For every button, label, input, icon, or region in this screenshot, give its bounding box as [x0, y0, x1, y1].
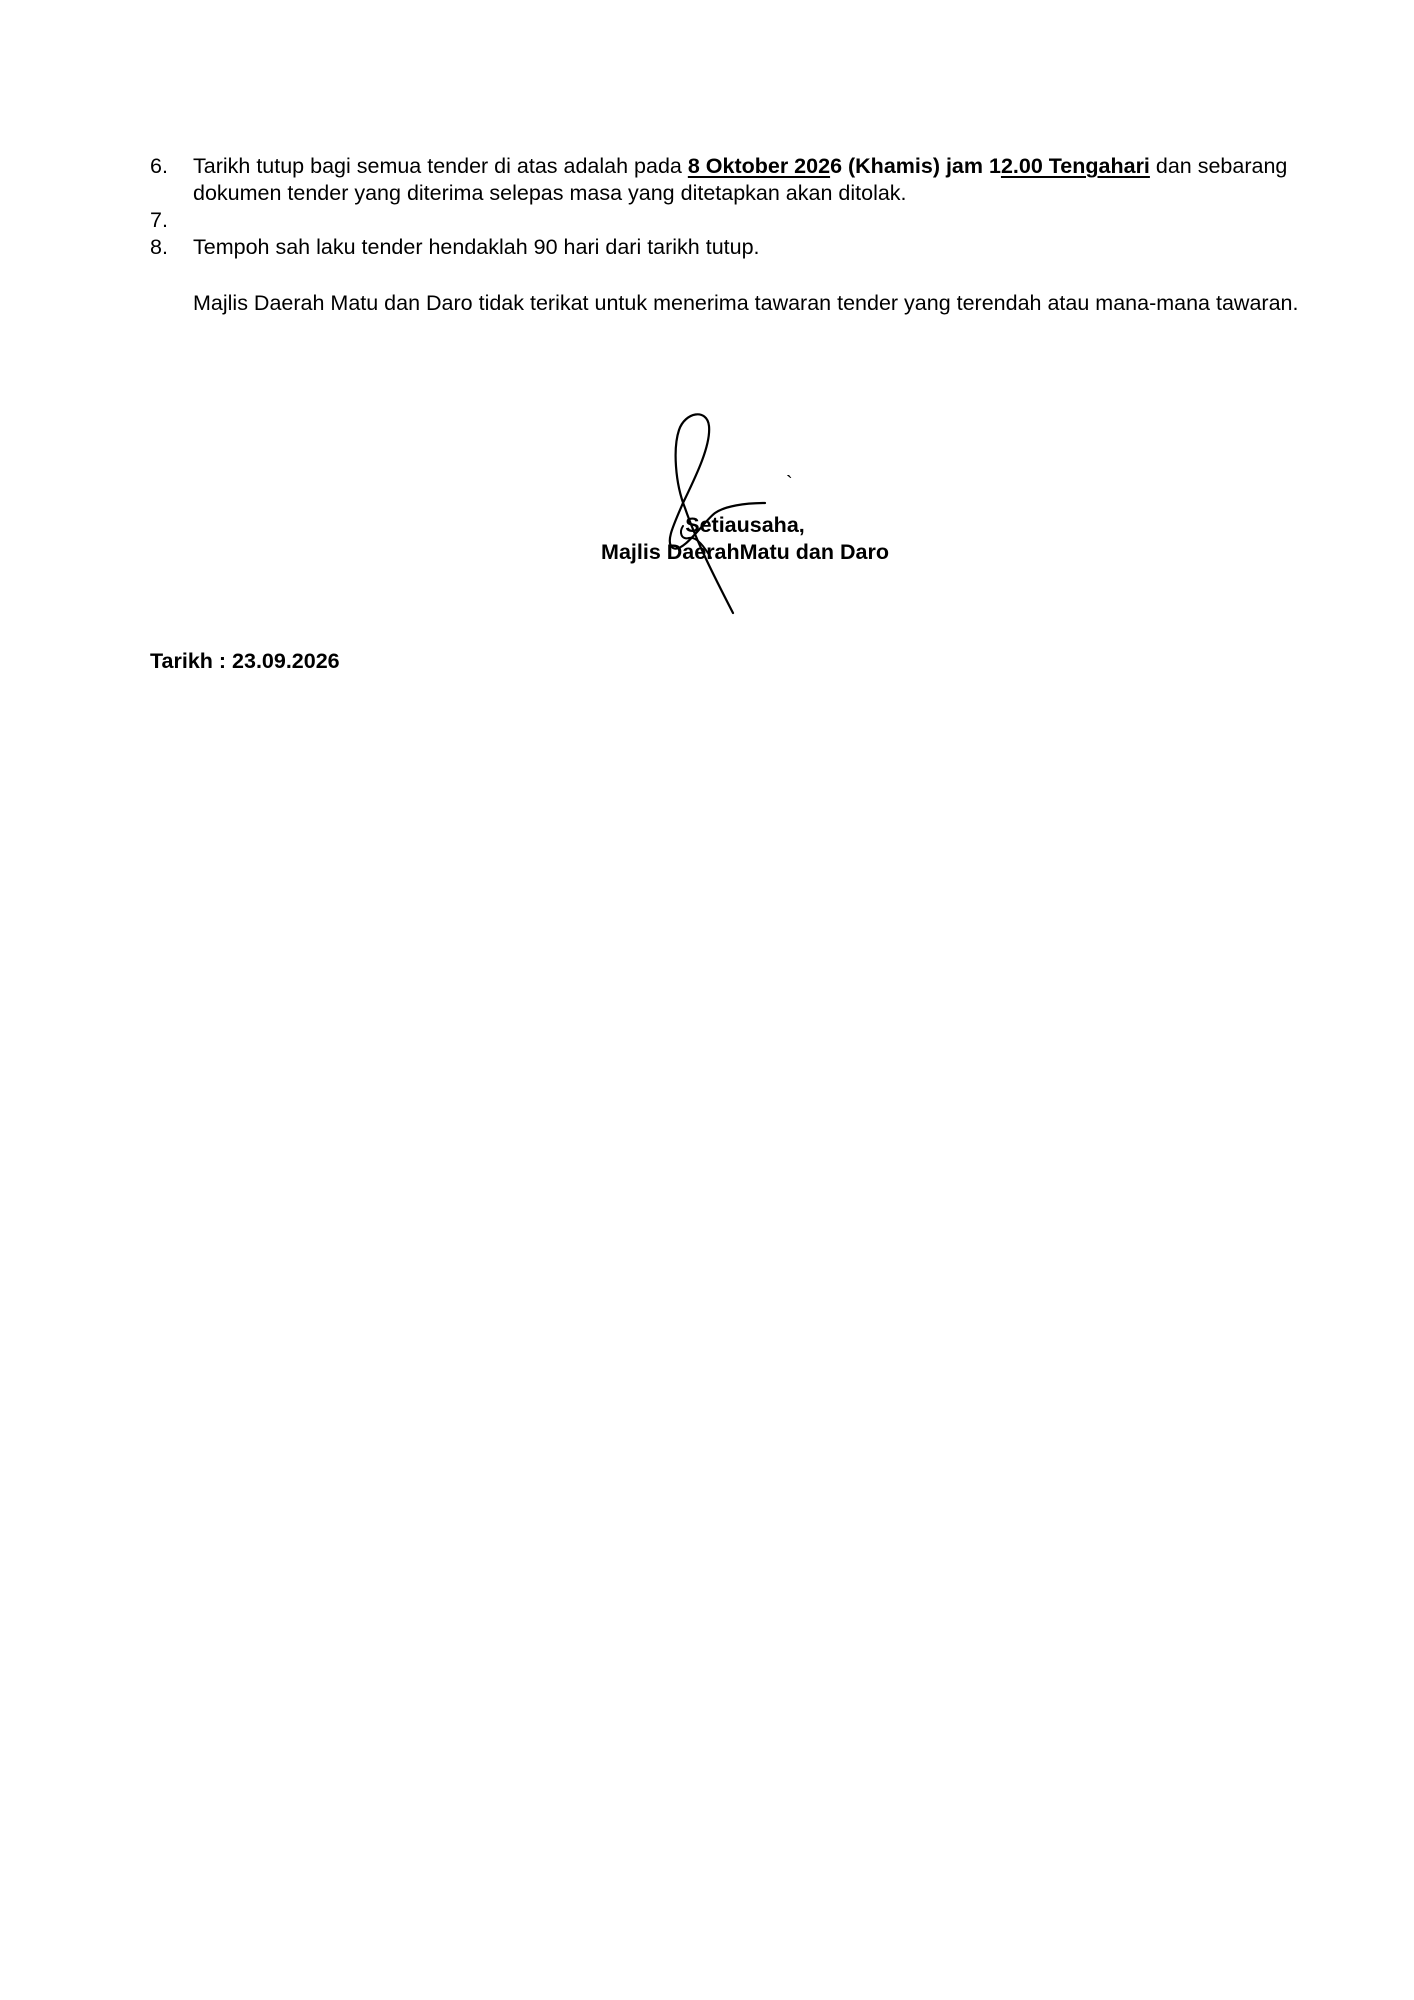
closing-date: 8 Oktober 202 [687, 154, 831, 178]
list-text [193, 153, 1330, 207]
list-number: 8. [150, 235, 168, 259]
list-item-7 [150, 207, 1330, 234]
list-number: 6. [150, 154, 168, 178]
list-number: 7. [150, 208, 168, 232]
closing-day-time: 6 (Khamis) jam 1 [830, 154, 1001, 178]
closing-date-text-end: dan sebarang dokumen tender yang diterima selepas masa yang ditetapkan akan ditolak. [193, 154, 1288, 205]
signatory-organization: Majlis DaerahMatu dan Daro [601, 540, 889, 564]
closing-time: 2.00 Tengahari [1000, 154, 1150, 178]
signatory-title: Setiausaha, [685, 513, 805, 537]
closing-date-text-start: Tarikh tutup bagi semua tender di atas adalah pada [193, 154, 688, 178]
document-date: Tarikh : 23.09.2026 [150, 649, 340, 673]
list-text: Tempoh sah laku tender hendaklah 90 hari dari tarikh tutup. [193, 235, 760, 259]
signature-mark: ` [786, 473, 793, 495]
closing-paragraph: Majlis Daerah Matu dan Daro tidak terikat untuk menerima tawaran tender yang terendah atau mana-mana tawaran. [193, 291, 1299, 315]
list-item-6 [150, 153, 1330, 209]
list-item-8 [150, 234, 1330, 261]
